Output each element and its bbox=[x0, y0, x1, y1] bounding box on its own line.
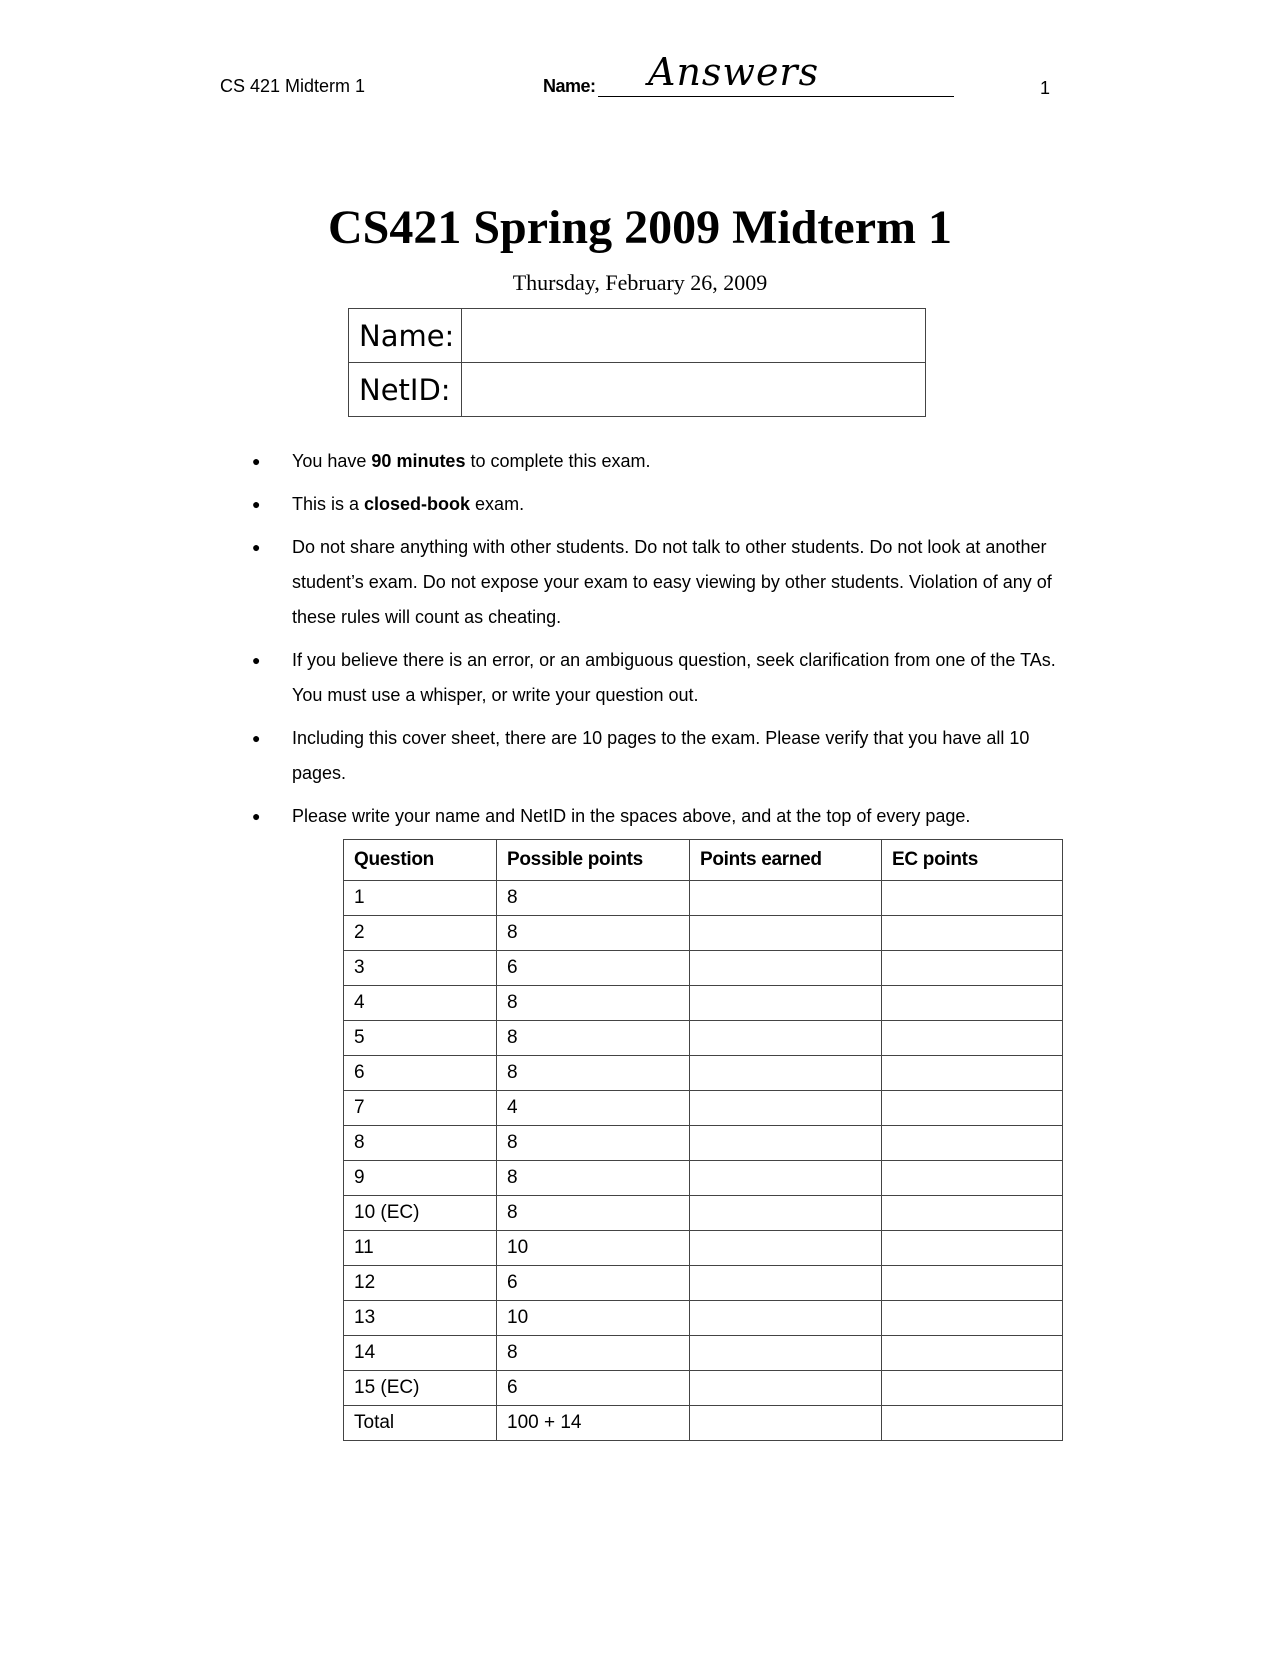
possible-points-cell: 8 bbox=[497, 916, 690, 951]
ec-points-cell[interactable] bbox=[882, 1266, 1063, 1301]
question-cell: 10 (EC) bbox=[344, 1196, 497, 1231]
bullet-icon: ● bbox=[252, 539, 261, 555]
table-row bbox=[344, 916, 1063, 951]
points-earned-cell[interactable] bbox=[690, 1196, 882, 1231]
possible-points-cell: 10 bbox=[497, 1231, 690, 1266]
bullet-icon: ● bbox=[252, 453, 261, 469]
instruction-item: ● If you believe there is an error, or an ambiguous question, seek clarification from one of the TAs. You must use a whisper, or write your question out. bbox=[252, 643, 1062, 713]
table-row bbox=[344, 951, 1063, 986]
points-earned-cell[interactable] bbox=[690, 1301, 882, 1336]
points-earned-cell[interactable] bbox=[690, 1336, 882, 1371]
possible-points-cell: 10 bbox=[497, 1301, 690, 1336]
possible-points-cell: 6 bbox=[497, 1371, 690, 1406]
header-possible-points: Possible points bbox=[497, 840, 690, 881]
question-cell: Total bbox=[344, 1406, 497, 1441]
possible-points-cell: 100 + 14 bbox=[497, 1406, 690, 1441]
table-row bbox=[344, 1021, 1063, 1056]
header-name-line bbox=[598, 96, 954, 97]
table-row bbox=[344, 1056, 1063, 1091]
table-row bbox=[344, 1336, 1063, 1371]
id-box-netid-row bbox=[349, 363, 926, 417]
question-cell: 12 bbox=[344, 1266, 497, 1301]
header-points-earned: Points earned bbox=[690, 840, 882, 881]
ec-points-cell[interactable] bbox=[882, 1126, 1063, 1161]
instruction-item: ● This is a closed-book exam. bbox=[252, 487, 1062, 522]
table-row bbox=[344, 1161, 1063, 1196]
bullet-icon: ● bbox=[252, 496, 261, 512]
scores-table bbox=[343, 839, 1063, 1441]
ec-points-cell[interactable] bbox=[882, 951, 1063, 986]
possible-points-cell: 8 bbox=[497, 1336, 690, 1371]
points-earned-cell[interactable] bbox=[690, 1266, 882, 1301]
points-earned-cell[interactable] bbox=[690, 1056, 882, 1091]
exam-date: Thursday, February 26, 2009 bbox=[512, 270, 768, 295]
table-row bbox=[344, 1301, 1063, 1336]
ec-points-cell[interactable] bbox=[882, 1371, 1063, 1406]
question-cell: 2 bbox=[344, 916, 497, 951]
id-box-netid-label: NetID: bbox=[349, 363, 462, 417]
bullet-icon: ● bbox=[252, 730, 261, 746]
question-cell: 1 bbox=[344, 881, 497, 916]
possible-points-cell: 6 bbox=[497, 1266, 690, 1301]
ec-points-cell[interactable] bbox=[882, 881, 1063, 916]
id-box-name-field[interactable] bbox=[462, 309, 926, 363]
possible-points-cell: 4 bbox=[497, 1091, 690, 1126]
possible-points-cell: 8 bbox=[497, 1126, 690, 1161]
points-earned-cell[interactable] bbox=[690, 986, 882, 1021]
bullet-icon: ● bbox=[252, 652, 261, 668]
possible-points-cell: 8 bbox=[497, 1161, 690, 1196]
question-cell: 15 (EC) bbox=[344, 1371, 497, 1406]
scores-header-row bbox=[344, 840, 1063, 881]
bullet-icon: ● bbox=[252, 808, 261, 824]
question-cell: 14 bbox=[344, 1336, 497, 1371]
page-number: 1 bbox=[1040, 78, 1051, 98]
points-earned-cell[interactable] bbox=[690, 1021, 882, 1056]
handwritten-name: Answers bbox=[648, 50, 820, 94]
points-earned-cell[interactable] bbox=[690, 1406, 882, 1441]
ec-points-cell[interactable] bbox=[882, 1021, 1063, 1056]
table-row bbox=[344, 1406, 1063, 1441]
table-row bbox=[344, 1091, 1063, 1126]
instruction-item: ● Do not share anything with other students. Do not talk to other students. Do not look at another student’s exam. Do not expose your exam to easy viewing by other students. Violation of any of these rules will count as cheating. bbox=[252, 530, 1062, 635]
id-box-name-row bbox=[349, 309, 926, 363]
header-ec-points: EC points bbox=[882, 840, 1063, 881]
ec-points-cell[interactable] bbox=[882, 1336, 1063, 1371]
id-box-netid-field[interactable] bbox=[462, 363, 926, 417]
scores-body bbox=[344, 881, 1063, 1441]
instruction-item: ● Please write your name and NetID in the spaces above, and at the top of every page. bbox=[252, 799, 1062, 834]
ec-points-cell[interactable] bbox=[882, 1301, 1063, 1336]
header-question: Question bbox=[344, 840, 497, 881]
points-earned-cell[interactable] bbox=[690, 1231, 882, 1266]
ec-points-cell[interactable] bbox=[882, 1056, 1063, 1091]
id-box bbox=[348, 308, 926, 417]
ec-points-cell[interactable] bbox=[882, 1406, 1063, 1441]
table-row bbox=[344, 986, 1063, 1021]
possible-points-cell: 8 bbox=[497, 881, 690, 916]
ec-points-cell[interactable] bbox=[882, 916, 1063, 951]
table-row bbox=[344, 1196, 1063, 1231]
points-earned-cell[interactable] bbox=[690, 1091, 882, 1126]
table-row bbox=[344, 1266, 1063, 1301]
ec-points-cell[interactable] bbox=[882, 1231, 1063, 1266]
header-name-label: Name: bbox=[543, 76, 596, 96]
instruction-item: ● Including this cover sheet, there are 10 pages to the exam. Please verify that you have all 10 pages. bbox=[252, 721, 1062, 791]
points-earned-cell[interactable] bbox=[690, 916, 882, 951]
ec-points-cell[interactable] bbox=[882, 1161, 1063, 1196]
points-earned-cell[interactable] bbox=[690, 1161, 882, 1196]
possible-points-cell: 8 bbox=[497, 986, 690, 1021]
points-earned-cell[interactable] bbox=[690, 1126, 882, 1161]
question-cell: 13 bbox=[344, 1301, 497, 1336]
question-cell: 9 bbox=[344, 1161, 497, 1196]
table-row bbox=[344, 1371, 1063, 1406]
exam-title: CS421 Spring 2009 Midterm 1 bbox=[328, 201, 952, 254]
table-row bbox=[344, 881, 1063, 916]
points-earned-cell[interactable] bbox=[690, 881, 882, 916]
ec-points-cell[interactable] bbox=[882, 986, 1063, 1021]
question-cell: 11 bbox=[344, 1231, 497, 1266]
ec-points-cell[interactable] bbox=[882, 1091, 1063, 1126]
question-cell: 6 bbox=[344, 1056, 497, 1091]
id-box-name-label: Name: bbox=[349, 309, 462, 363]
header-course: CS 421 Midterm 1 bbox=[220, 76, 366, 96]
question-cell: 4 bbox=[344, 986, 497, 1021]
ec-points-cell[interactable] bbox=[882, 1196, 1063, 1231]
question-cell: 8 bbox=[344, 1126, 497, 1161]
instruction-item: ● You have 90 minutes to complete this exam. bbox=[252, 444, 1062, 479]
possible-points-cell: 8 bbox=[497, 1196, 690, 1231]
possible-points-cell: 8 bbox=[497, 1021, 690, 1056]
question-cell: 5 bbox=[344, 1021, 497, 1056]
instructions-list bbox=[252, 444, 1062, 842]
table-row bbox=[344, 1126, 1063, 1161]
possible-points-cell: 6 bbox=[497, 951, 690, 986]
table-row bbox=[344, 1231, 1063, 1266]
possible-points-cell: 8 bbox=[497, 1056, 690, 1091]
question-cell: 3 bbox=[344, 951, 497, 986]
points-earned-cell[interactable] bbox=[690, 951, 882, 986]
question-cell: 7 bbox=[344, 1091, 497, 1126]
points-earned-cell[interactable] bbox=[690, 1371, 882, 1406]
